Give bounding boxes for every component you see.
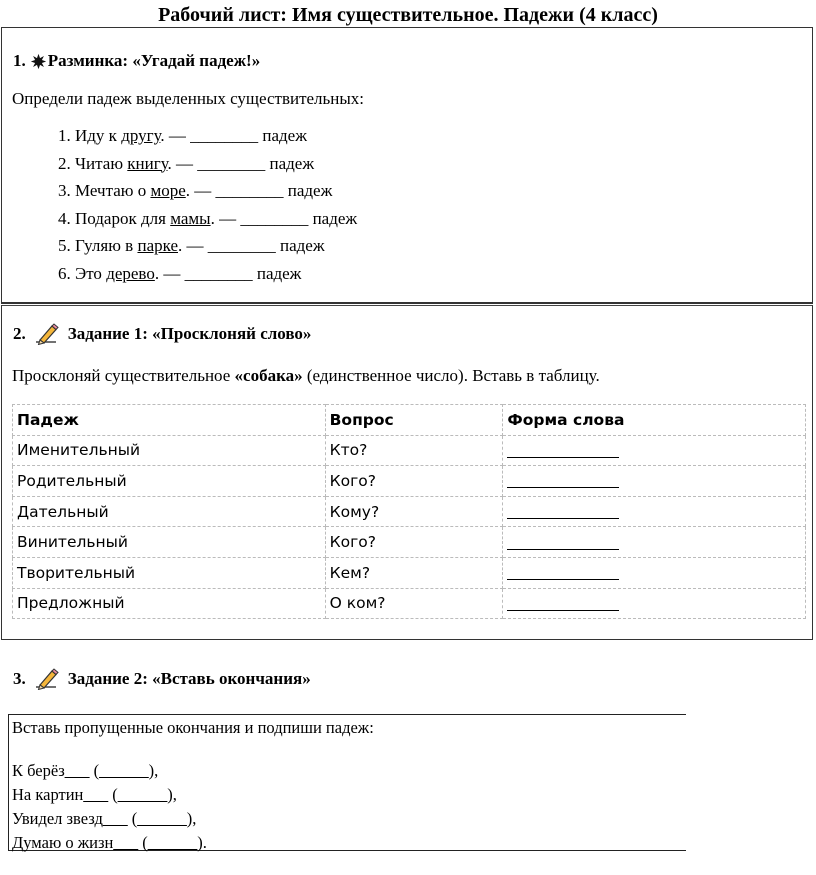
section-number: 2. [13, 324, 26, 343]
exercise-line: К берёз___ (______), [12, 761, 159, 780]
list-item: 5. Гуляю в парке. — ________ падеж [58, 236, 325, 256]
question-cell: Кто? [325, 435, 503, 466]
case-blank[interactable]: ______ [117, 785, 168, 804]
ending-blank[interactable]: ___ [113, 833, 139, 852]
case-cell: Предложный [13, 588, 326, 619]
list-item: 3. Мечтаю о море. — ________ падеж [58, 181, 333, 201]
case-cell: Винительный [13, 527, 326, 558]
answer-blank[interactable] [507, 439, 619, 458]
table-row [13, 496, 806, 527]
form-answer-cell[interactable] [503, 466, 806, 497]
question-cell: Кого? [325, 527, 503, 558]
case-cell: Дательный [13, 496, 326, 527]
ending-blank[interactable]: ___ [64, 761, 90, 780]
highlighted-noun: парке [137, 236, 178, 256]
highlighted-noun: книгу [127, 153, 168, 173]
highlighted-noun: другу [121, 126, 161, 145]
column-header-form: Форма слова [503, 405, 806, 436]
answer-blank[interactable] [507, 592, 619, 611]
exercise-line: Увидел звезд___ (______), [12, 809, 197, 828]
task2-heading-text: Задание 2: «Вставь окончания» [67, 669, 311, 688]
list-item: 6. Это дерево. — ________ падеж [58, 263, 302, 283]
answer-blank[interactable] [507, 469, 619, 488]
table-row [13, 588, 806, 619]
section-number: 1. [13, 51, 26, 70]
pencil-icon [34, 668, 60, 690]
star-icon [30, 53, 47, 70]
question-cell: Кого? [325, 466, 503, 497]
column-header-case: Падеж [13, 405, 326, 436]
task2-instruction: Вставь пропущенные окончания и подпиши падеж: [12, 718, 374, 737]
pencil-icon [34, 323, 60, 345]
case-blank[interactable]: ______ [99, 761, 149, 780]
endings-exercise-box [8, 714, 686, 851]
declension-table [12, 404, 806, 619]
warmup-heading-text: Разминка: «Угадай падеж!» [47, 51, 261, 70]
list-item: 1. Иду к другу. — ________ падеж [58, 126, 307, 145]
list-item: 2. Читаю книгу. — ________ падеж [58, 153, 315, 173]
table-header-row [13, 405, 806, 436]
table-row [13, 557, 806, 588]
answer-blank[interactable] [507, 531, 619, 550]
worksheet-title: Рабочий лист: Имя существительное. Падежи (4 класс) [158, 4, 658, 26]
case-cell: Творительный [13, 557, 326, 588]
highlighted-noun: мамы [170, 208, 211, 228]
highlighted-noun: дерево [106, 263, 155, 283]
highlighted-noun: море [150, 181, 186, 201]
case-blank[interactable]: ______ [137, 809, 187, 828]
target-word: «собака» [234, 366, 303, 385]
table-row [13, 435, 806, 466]
warmup-heading [13, 51, 260, 71]
case-cell: Именительный [13, 435, 326, 466]
answer-blank[interactable] [507, 561, 619, 580]
case-blank[interactable]: ______ [147, 833, 198, 852]
column-header-question: Вопрос [325, 405, 503, 436]
task1-instruction: Просклоняй существительное «собака» (единственное число). Вставь в таблицу. [12, 366, 600, 385]
form-answer-cell[interactable] [503, 435, 806, 466]
list-item: 4. Подарок для мамы. — ________ падеж [58, 208, 358, 228]
form-answer-cell[interactable] [503, 496, 806, 527]
form-answer-cell[interactable] [503, 557, 806, 588]
form-answer-cell[interactable] [503, 588, 806, 619]
task1-heading-text: Задание 1: «Просклоняй слово» [67, 324, 312, 343]
ending-blank[interactable]: ___ [102, 809, 128, 828]
question-cell: О ком? [325, 588, 503, 619]
answer-blank[interactable] [507, 500, 619, 519]
question-cell: Кем? [325, 557, 503, 588]
warmup-list [58, 126, 357, 292]
question-cell: Кому? [325, 496, 503, 527]
task2-heading [13, 668, 311, 690]
exercise-line: На картин___ (______), [12, 785, 177, 804]
form-answer-cell[interactable] [503, 527, 806, 558]
table-row [13, 466, 806, 497]
ending-blank[interactable]: ___ [83, 785, 109, 804]
table-row [13, 527, 806, 558]
section-number: 3. [13, 669, 26, 688]
case-cell: Родительный [13, 466, 326, 497]
task1-heading [13, 323, 311, 345]
exercise-line: Думаю о жизн___ (______). [12, 833, 207, 852]
warmup-instruction: Определи падеж выделенных существительных: [12, 89, 365, 108]
